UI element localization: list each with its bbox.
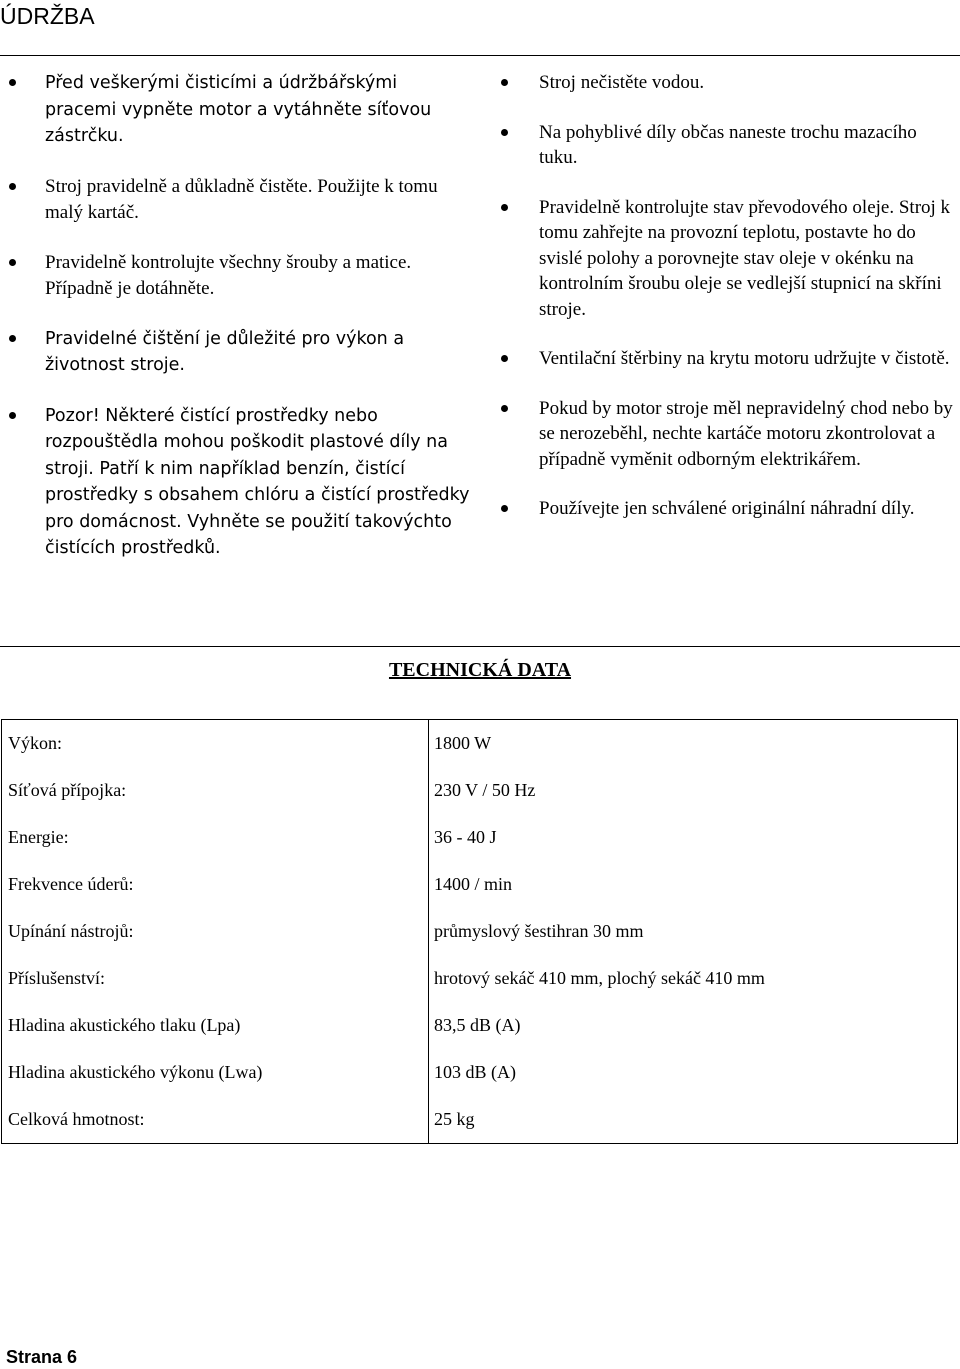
spec-value: 36 - 40 J — [429, 814, 958, 861]
table-row — [2, 767, 958, 814]
bullet-icon — [501, 505, 508, 512]
bullet-icon — [9, 183, 16, 190]
header-divider — [0, 55, 960, 56]
list-item — [493, 120, 955, 171]
spec-value: 230 V / 50 Hz — [429, 767, 958, 814]
list-item — [493, 70, 955, 96]
list-item — [493, 346, 955, 372]
maintenance-right-column — [493, 70, 955, 546]
table-row — [2, 955, 958, 1002]
list-item — [0, 326, 470, 379]
list-item-text: Ventilační štěrbiny na krytu motoru udržujte v čistotě. — [539, 348, 950, 369]
spec-label: Energie: — [2, 814, 429, 861]
list-item-text-sans: Pravidelné čištění je důležité pro výkon a životnost stroje. — [45, 328, 405, 375]
list-item-text: Pravidelně kontrolujte všechny šrouby a matice. Případně je dotáhněte. — [45, 251, 412, 299]
bullet-icon — [501, 405, 508, 412]
maintenance-left-column — [0, 70, 470, 586]
list-item — [493, 195, 955, 323]
list-item-text-sans: Před veškerými čisticími a údržbářskými pracemi vypněte motor a vytáhněte síťovou zástrčku. — [45, 73, 432, 146]
list-item — [0, 174, 470, 226]
bullet-icon — [501, 204, 508, 211]
spec-label: Celková hmotnost: — [2, 1096, 429, 1144]
table-row — [2, 1096, 958, 1144]
list-item — [0, 70, 470, 150]
list-item-text: Stroj nečistěte vodou. — [539, 72, 705, 93]
spec-label: Síťová přípojka: — [2, 767, 429, 814]
list-item-text: Používejte jen schválené originální náhradní díly. — [539, 498, 915, 519]
spec-label: Hladina akustického výkonu (Lwa) — [2, 1049, 429, 1096]
spec-value: 25 kg — [429, 1096, 958, 1144]
spec-value: 103 dB (A) — [429, 1049, 958, 1096]
list-item-text-sans: Pozor! Některé čistící prostředky nebo rozpouštědla mohou poškodit plastové díly na stroji. Patří k nim například benzín, čistící prostředky s obsahem chlóru a čistící prostředky pro domácnost. Vyhněte se použití takovýchto čistících prostředků. — [45, 405, 470, 558]
list-item — [0, 250, 470, 302]
table-row — [2, 720, 958, 768]
tech-data-title-text: TECHNICKÁ DATA — [388, 659, 572, 681]
table-row — [2, 1002, 958, 1049]
spec-label: Upínání nástrojů: — [2, 908, 429, 955]
table-row — [2, 814, 958, 861]
list-item-text: Na pohyblivé díly občas naneste trochu mazacího tuku. — [539, 121, 917, 168]
spec-value: průmyslový šestihran 30 mm — [429, 908, 958, 955]
bullet-icon — [501, 129, 508, 136]
spec-value: hrotový sekáč 410 mm, plochý sekáč 410 mm — [429, 955, 958, 1002]
section-divider — [0, 646, 960, 647]
maintenance-list-left — [0, 70, 470, 562]
page-title: ÚDRŽBA — [0, 3, 95, 29]
spec-value: 1800 W — [429, 720, 958, 768]
table-row — [2, 861, 958, 908]
bullet-icon — [9, 79, 16, 86]
tech-data-title — [0, 656, 960, 684]
list-item — [493, 496, 955, 522]
spec-value: 1400 / min — [429, 861, 958, 908]
tech-data-table — [1, 719, 958, 1144]
page-number: Strana 6 — [6, 1347, 78, 1367]
list-item — [0, 403, 470, 562]
list-item-text: Pravidelně kontrolujte stav převodového oleje. Stroj k tomu zahřejte na provozní teplotu, postavte ho do svislé polohy a porovnejte stav oleje v okénku na kontrolním šroubu oleje se vedlejší stupnicí na skříni stroje. — [539, 196, 951, 320]
spec-label: Výkon: — [2, 720, 429, 768]
maintenance-list-right — [493, 70, 955, 522]
spec-label: Příslušenství: — [2, 955, 429, 1002]
spec-label: Frekvence úderů: — [2, 861, 429, 908]
list-item — [493, 396, 955, 473]
bullet-icon — [9, 335, 16, 342]
list-item-text: Stroj pravidelně a důkladně čistěte. Použijte k tomu malý kartáč. — [45, 175, 438, 223]
table-row — [2, 908, 958, 955]
bullet-icon — [501, 79, 508, 86]
bullet-icon — [501, 355, 508, 362]
list-item-text: Pokud by motor stroje měl nepravidelný chod nebo by se nerozeběhl, nechte kartáče motoru zkontrolovat a případně vyměnit odborným elektrikářem. — [539, 397, 953, 470]
bullet-icon — [9, 412, 16, 419]
table-row — [2, 1049, 958, 1096]
bullet-icon — [9, 259, 16, 266]
spec-label: Hladina akustického tlaku (Lpa) — [2, 1002, 429, 1049]
spec-value: 83,5 dB (A) — [429, 1002, 958, 1049]
